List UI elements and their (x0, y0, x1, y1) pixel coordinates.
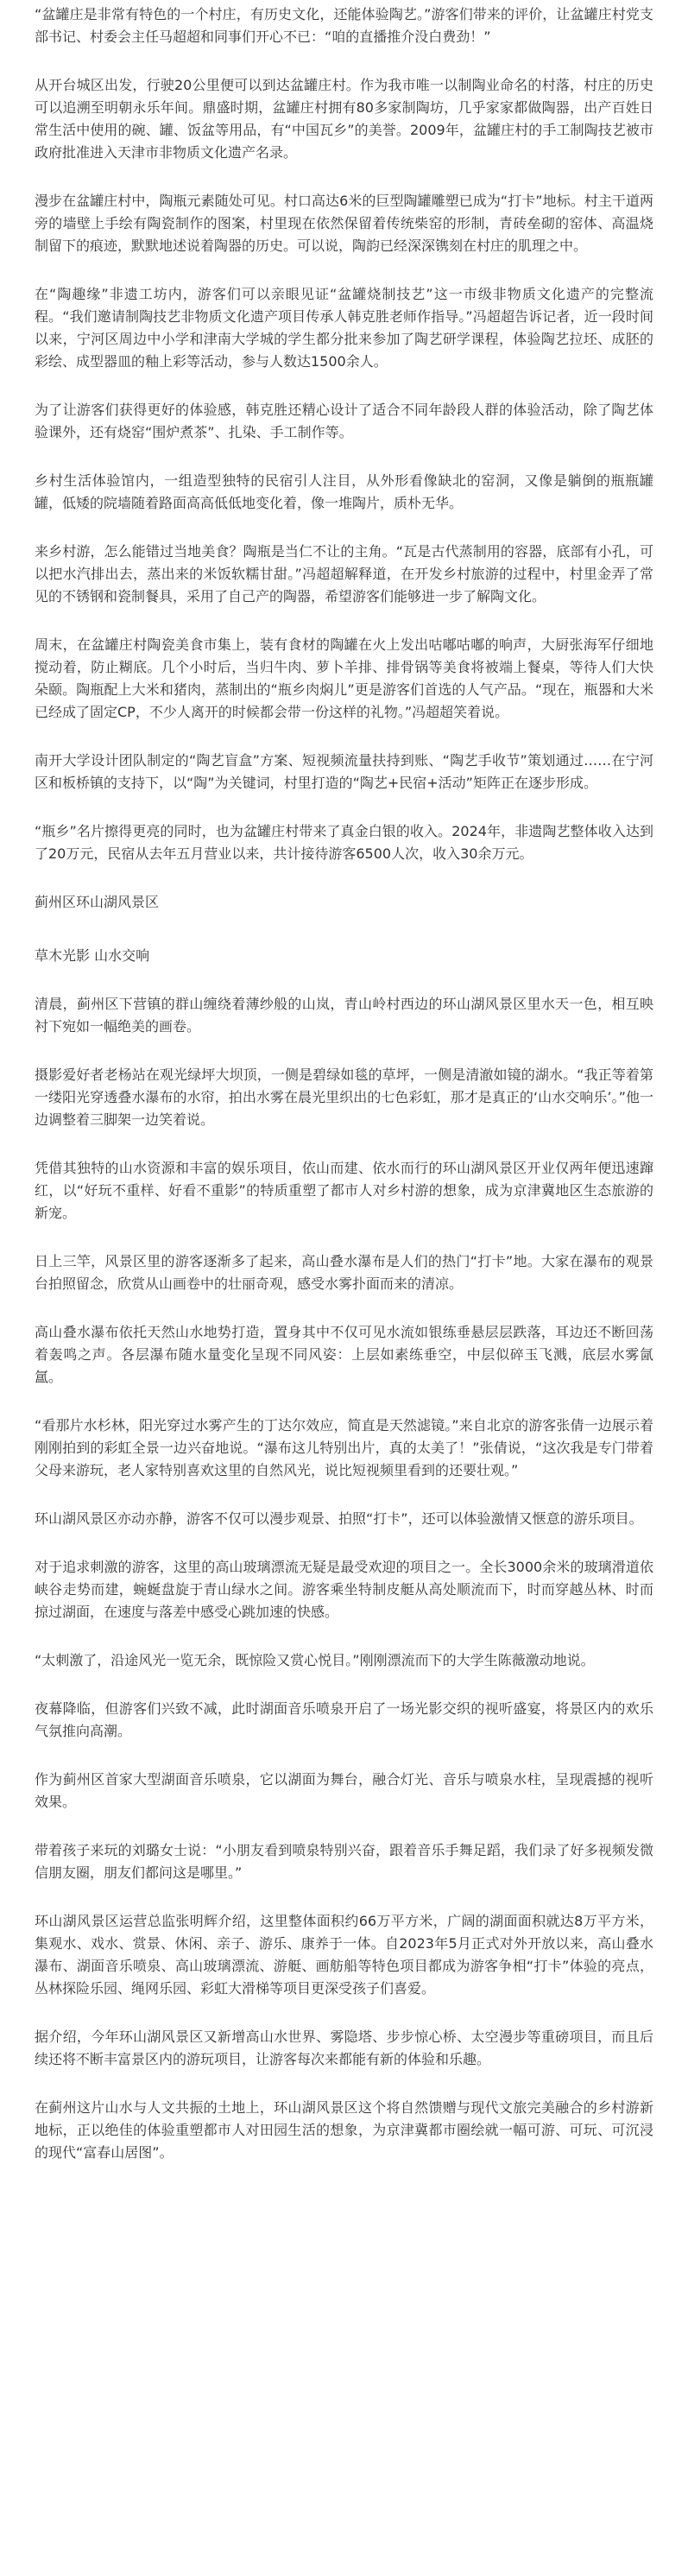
article-paragraph: 清晨，蓟州区下营镇的群山缠绕着薄纱般的山岚，青山岭村西边的环山湖风景区里水天一色，相互映衬下宛如一幅绝美的画卷。 (35, 996, 653, 1035)
article-paragraph: “看那片水杉林，阳光穿过水雾产生的丁达尔效应，简直是天然滤镜。”来自北京的游客张倩一边展示着刚刚拍到的彩虹全景一边兴奋地说。“瀑布这儿特别出片，真的太美了！”张倩说，“这次我是专门带着父母来游玩，老人家特别喜欢这里的自然风光，说比短视频里看到的还要壮观。” (35, 1417, 653, 1478)
article-paragraph: 环山湖风景区亦动亦静，游客不仅可以漫步观景、拍照“打卡”，还可以体验激情又惬意的游乐项目。 (35, 1510, 643, 1527)
article-paragraph: 在“陶趣缘”非遗工坊内，游客们可以亲眼见证“盆罐烧制技艺”这一市级非物质文化遗产的完整流程。“我们邀请制陶技艺非物质文化遗产项目传承人韩克胜老师作指导。”冯超超告诉记者，近一段时间以来，宁河区周边中小学和津南大学城的学生都分批来参加了陶艺研学课程，体验陶艺拉坯、成胚的彩绘、成型器皿的釉上彩等活动，参与人数达1500余人。 (35, 286, 653, 370)
article-paragraph: “太刺激了，沿途风光一览无余，既惊险又赏心悦目。”刚刚漂流而下的大学生陈薇激动地说。 (35, 1652, 595, 1668)
article-paragraph: 为了让游客们获得更好的体验感，韩克胜还精心设计了适合不同年龄段人群的体验活动，除了陶艺体验课外，还有烧窑“围炉煮茶”、扎染、手工制作等。 (35, 402, 653, 440)
article-paragraph: 凭借其独特的山水资源和丰富的娱乐项目，依山而建、依水而行的环山湖风景区开业仅两年便迅速蹿红，以“好玩不重样、好看不重影”的特质重塑了都市人对乡村游的想象，成为京津冀地区生态旅游的新宠。 (35, 1160, 653, 1221)
article-paragraph: 来乡村游，怎么能错过当地美食？陶瓶是当仁不让的主角。“瓦是古代蒸制用的容器，底部有小孔，可以把水汽排出去，蒸出来的米饭软糯甘甜。”冯超超解释道，在开发乡村旅游的过程中，村里金弄了常见的不锈钢和瓷制餐具，采用了自己产的陶器，希望游客们能够进一步了解陶文化。 (35, 543, 653, 604)
article-paragraph: 夜幕降临，但游客们兴致不减，此时湖面音乐喷泉开启了一场光影交织的视听盛宴，将景区内的欢乐气氛推向高潮。 (35, 1700, 653, 1739)
article-paragraph: “瓶乡”名片擦得更亮的同时，也为盆罐庄村带来了真金白银的收入。2024年，非遗陶艺整体收入达到了20万元，民宿从去年五月营业以来，共计接待游客6500人次，收入30余万元。 (35, 823, 653, 862)
article-paragraph: 高山叠水瀑布依托天然山水地势打造，置身其中不仅可见水流如银练垂悬层层跌落，耳边还不断回荡着轰鸣之声。各层瀑布随水量变化呈现不同风姿：上层如素练垂空，中层似碎玉飞溅，底层水雾氤氲。 (35, 1324, 653, 1385)
section-title-heading: 草木光影 山水交响 (35, 947, 150, 964)
article-paragraph: “盆罐庄是非常有特色的一个村庄，有历史文化，还能体验陶艺。”游客们带来的评价，让盆罐庄村党支部书记、村委会主任马超超和同事们开心不已：“咱的直播推介没白费劲！” (35, 6, 653, 45)
article-paragraph: 日上三竿，风景区里的游客逐渐多了起来，高山叠水瀑布是人们的热门“打卡”地。大家在瀑布的观景台拍照留念，欣赏从山画卷中的壮丽奇观，感受水雾扑面而来的清凉。 (35, 1253, 653, 1292)
article-paragraph: 南开大学设计团队制定的“陶艺盲盒”方案、短视频流量扶持到账、“陶艺手收节”策划通过……在宁河区和板桥镇的支持下，以“陶”为关键词，村里打造的“陶艺+民宿+活动”矩阵正在逐步形成。 (35, 752, 653, 791)
article-paragraph: 漫步在盆罐庄村中，陶瓶元素随处可见。村口高达6米的巨型陶罐雕塑已成为“打卡”地标。村主干道两旁的墙壁上手绘有陶瓷制作的图案，村里现在依然保留着传统柴窑的形制，青砖垒砌的窑体、高温烧制留下的痕迹，默默地述说着陶器的历史。可以说，陶韵已经深深镌刻在村庄的肌理之中。 (35, 193, 653, 254)
article-paragraph: 摄影爱好者老杨站在观光绿坪大坝顶，一侧是碧绿如毯的草坪，一侧是清澈如镜的湖水。“我正等着第一缕阳光穿透叠水瀑布的水帘，拍出水雾在晨光里织出的七色彩虹，那才是真正的‘山水交响乐’。”他一边调整着三脚架一边笑着说。 (35, 1066, 653, 1128)
article-paragraph: 在蓟州这片山水与人文共振的土地上，环山湖风景区这个将自然馈赠与现代文旅完美融合的乡村游新地标，正以绝佳的体验重塑都市人对田园生活的想象，为京津冀都市圈绘就一幅可游、可玩、可沉浸的现代“富春山居图”。 (35, 2099, 653, 2161)
article-paragraph: 环山湖风景区运营总监张明辉介绍，这里整体面积约66万平方米，广阔的湖面面积就达8万平方米，集观水、戏水、赏景、休闲、亲子、游乐、康养于一体。自2023年5月正式对外开放以来，高山叠水瀑布、湖面音乐喷泉、高山玻璃漂流、游艇、画舫船等特色项目都成为游客争相“打卡”体验的亮点，丛林探险乐园、绳网乐园、彩虹大滑梯等项目更深受孩子们喜爱。 (35, 1913, 653, 1997)
article-paragraph: 对于追求刺激的游客，这里的高山玻璃漂流无疑是最受欢迎的项目之一。全长3000余米的玻璃滑道依峡谷走势而建，蜿蜒盘旋于青山绿水之间。游客乘坐特制皮艇从高处顺流而下，时而穿越丛林、时而掠过湖面，在速度与落差中感受心跳加速的快感。 (35, 1559, 653, 1620)
article-paragraph: 从开台城区出发，行驶20公里便可以到达盆罐庄村。作为我市唯一以制陶业命名的村落，村庄的历史可以追溯至明朝永乐年间。鼎盛时期，盆罐庄村拥有80多家制陶坊，几乎家家都做陶器，出产百姓日常生活中使用的碗、罐、饭盆等用品，有“中国瓦乡”的美誉。2009年，盆罐庄村的手工制陶技艺被市政府批准进入天津市非物质文化遗产名录。 (35, 77, 653, 161)
section-place-heading: 蓟州区环山湖风景区 (35, 894, 160, 910)
article-paragraph: 作为蓟州区首家大型湖面音乐喷泉，它以湖面为舞台，融合灯光、音乐与喷泉水柱，呈现震撼的视听效果。 (35, 1771, 653, 1810)
article-paragraph: 周末，在盆罐庄村陶瓷美食市集上，装有食材的陶罐在火上发出咕嘟咕嘟的响声，大厨张海军仔细地搅动着，防止糊底。几个小时后，当归牛肉、萝卜羊排、排骨锅等美食将被端上餐桌，等待人们大快朵颐。陶瓶配上大米和猪肉，蒸制出的“瓶乡肉焖儿”更是游客们首选的人气产品。“现在，瓶器和大米已经成了固定CP，不少人离开的时候都会带一份这样的礼物。”冯超超笑着说。 (35, 636, 653, 720)
article-paragraph: 乡村生活体验馆内，一组造型独特的民宿引人注目，从外形看像缺北的窑洞，又像是躺倒的瓶瓶罐罐，低矮的院墙随着路面高高低低地变化着，像一堆陶片，质朴无华。 (35, 472, 653, 511)
article-paragraph: 带着孩子来玩的刘璐女士说：“小朋友看到喷泉特别兴奋，跟着音乐手舞足蹈，我们录了好多视频发微信朋友圈，朋友们都问这是哪里。” (35, 1842, 653, 1881)
article-paragraph: 据介绍，今年环山湖风景区又新增高山水世界、雾隐塔、步步惊心桥、太空漫步等重磅项目，而且后续还将不断丰富景区内的游玩项目，让游客每次来都能有新的体验和乐趣。 (35, 2029, 653, 2067)
